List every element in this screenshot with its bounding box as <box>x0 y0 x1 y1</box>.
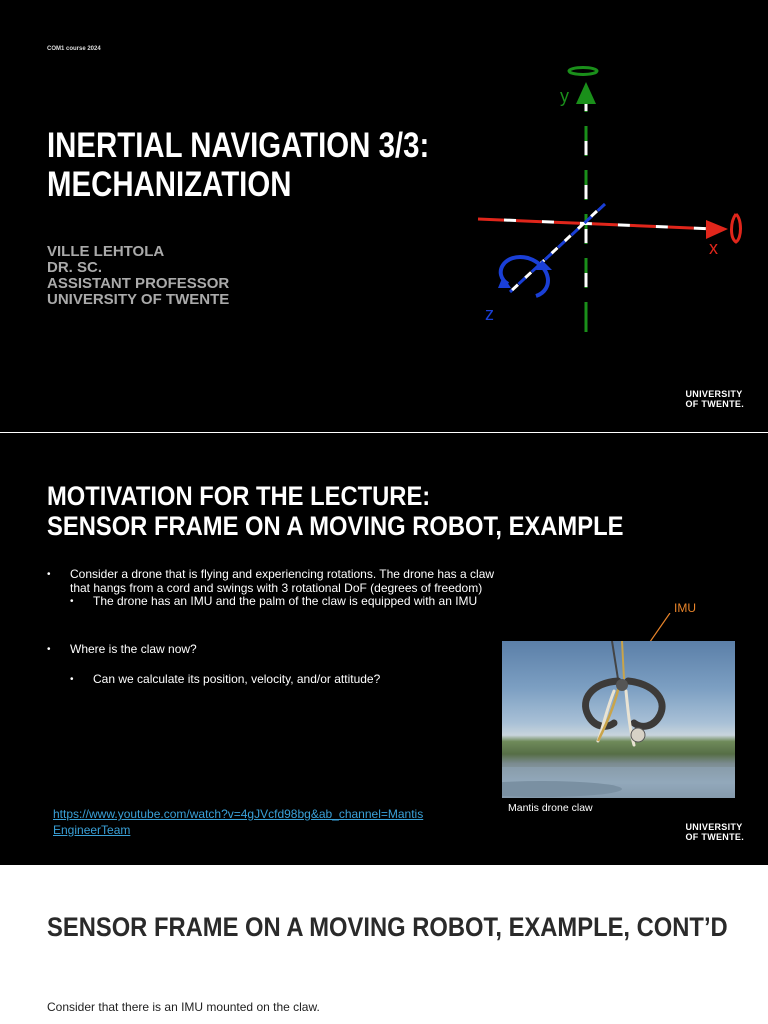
photo-caption: Mantis drone claw <box>508 802 593 814</box>
bullet-list <box>47 568 507 687</box>
sub-bullet-item: • The drone has an IMU and the palm of the claw is equipped with an IMU <box>70 595 507 609</box>
y-arrowhead <box>576 82 596 104</box>
bullet-item: • Consider a drone that is flying and experiencing rotations. The drone has a claw that hangs from a cord and swings with 3 rotational DoF (degrees of freedom) <box>47 568 507 595</box>
x-arrowhead <box>706 220 728 239</box>
youtube-link[interactable]: https://www.youtube.com/watch?v=4gJVcfd98bg&ab_channel=Mantis EngineerTeam <box>53 807 424 837</box>
course-label: COM1 course 2024 <box>47 46 101 52</box>
title-line-2: SENSOR FRAME ON A MOVING ROBOT, EXAMPLE <box>47 511 624 541</box>
slide-title <box>0 0 768 432</box>
author-affiliation: UNIVERSITY OF TWENTE <box>47 291 230 308</box>
author-position: ASSISTANT PROFESSOR <box>47 275 230 292</box>
author-degree: DR. SC. <box>47 259 103 276</box>
imu-callout-label: IMU <box>674 601 696 615</box>
x-axis-label: x <box>709 238 718 258</box>
slide-title-heading <box>47 126 429 204</box>
title-line-1: MOTIVATION FOR THE LECTURE: <box>47 481 431 511</box>
author-name: VILLE LEHTOLA <box>47 243 165 260</box>
bullet-item: • Where is the claw now? <box>47 643 507 657</box>
slide-title-heading <box>47 481 623 541</box>
title-line-1: INERTIAL NAVIGATION 3/3: <box>47 126 430 165</box>
y-rotation-icon <box>569 68 597 75</box>
university-logo: UNIVERSITY OF TWENTE. <box>685 389 744 409</box>
z-axis-label: z <box>485 304 494 324</box>
y-axis-label: y <box>560 86 569 106</box>
title-line-2: MECHANIZATION <box>47 165 292 204</box>
coordinate-axes-diagram <box>470 62 760 342</box>
slide-example-contd <box>0 866 768 1024</box>
slide-motivation <box>0 433 768 865</box>
slide-body-text: Consider that there is an IMU mounted on the claw. <box>47 1000 320 1014</box>
author-block <box>47 244 229 308</box>
university-logo: UNIVERSITY OF TWENTE. <box>685 822 744 842</box>
drone-claw-photo <box>502 641 735 798</box>
sub-bullet-item: • Can we calculate its position, velocity, and/or attitude? <box>70 673 507 687</box>
x-rotation-icon <box>732 214 741 242</box>
slide-title-heading: SENSOR FRAME ON A MOVING ROBOT, EXAMPLE, CONT’D <box>47 912 728 942</box>
